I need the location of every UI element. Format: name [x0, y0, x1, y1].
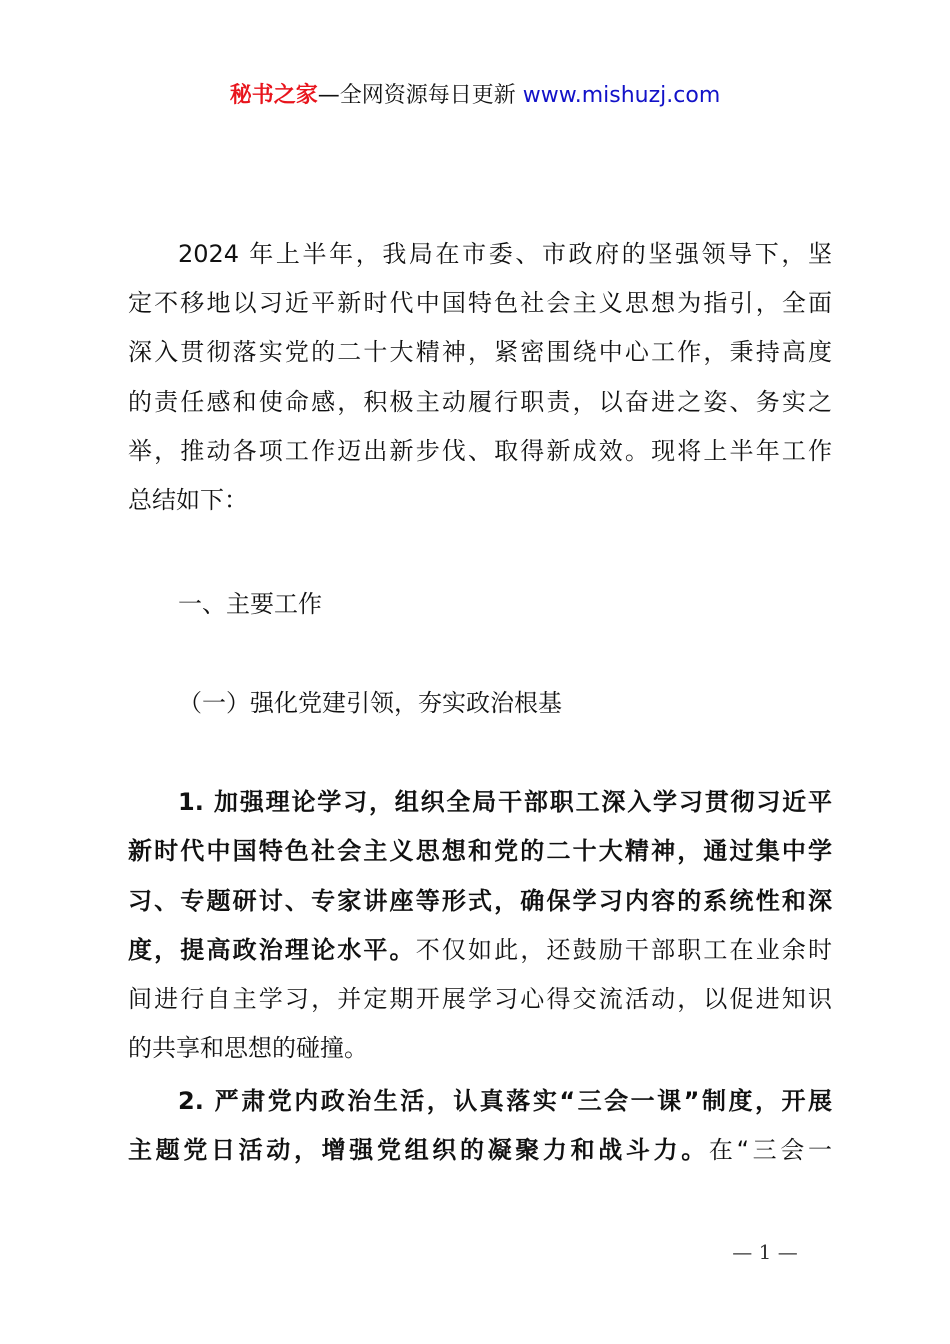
- item1-mixed-line: [128, 934, 832, 966]
- item2-bold-end: 主题党日活动，增强党组织的凝聚力和战斗力。: [128, 1136, 709, 1164]
- item1-normal-line: 间进行自主学习，并定期开展学习心得交流活动，以促进知识: [128, 985, 832, 1013]
- intro-line: 定不移地以习近平新时代中国特色社会主义思想为指引，全面: [128, 289, 832, 317]
- item1-bold-line: 新时代中国特色社会主义思想和党的二十大精神，通过集中学: [128, 837, 832, 865]
- item2-normal-start: 在“三会一: [708, 1136, 833, 1164]
- item1-normal-start: 不仅如此，还鼓励干部职工在业余时: [415, 936, 833, 964]
- intro-line: 2024 年上半年，我局在市委、市政府的坚强领导下，坚: [178, 240, 832, 268]
- item1-bold-line: 习、专题研讨、专家讲座等形式，确保学习内容的系统性和深: [128, 887, 832, 915]
- item1-bold-end: 度，提高政治理论水平。: [128, 936, 416, 964]
- intro-line: 总结如下：: [128, 486, 248, 514]
- header-tagline: —全网资源每日更新: [317, 83, 516, 108]
- site-watermark-header: [0, 80, 950, 112]
- intro-line: 深入贯彻落实党的二十大精神，紧密围绕中心工作，秉持高度: [128, 338, 832, 366]
- intro-line: 的责任感和使命感，积极主动履行职责，以奋进之姿、务实之: [128, 388, 832, 416]
- item2-bold-line: 2. 严肃党内政治生活，认真落实“三会一课”制度，开展: [178, 1087, 832, 1115]
- brand-name: 秘书之家: [229, 83, 318, 108]
- page-number: — 1 —: [732, 1240, 798, 1264]
- item1-bold-line: 1. 加强理论学习，组织全局干部职工深入学习贯彻习近平: [178, 788, 832, 816]
- intro-line: 举，推动各项工作迈出新步伐、取得新成效。现将上半年工作: [128, 437, 832, 465]
- site-url-link[interactable]: www.mishuzj.com: [522, 83, 721, 108]
- item2-mixed-line: [128, 1134, 832, 1166]
- subsection-heading: （一）强化党建引领，夯实政治根基: [178, 689, 562, 717]
- section-heading: 一、主要工作: [178, 590, 322, 618]
- item1-normal-line: 的共享和思想的碰撞。: [128, 1034, 368, 1062]
